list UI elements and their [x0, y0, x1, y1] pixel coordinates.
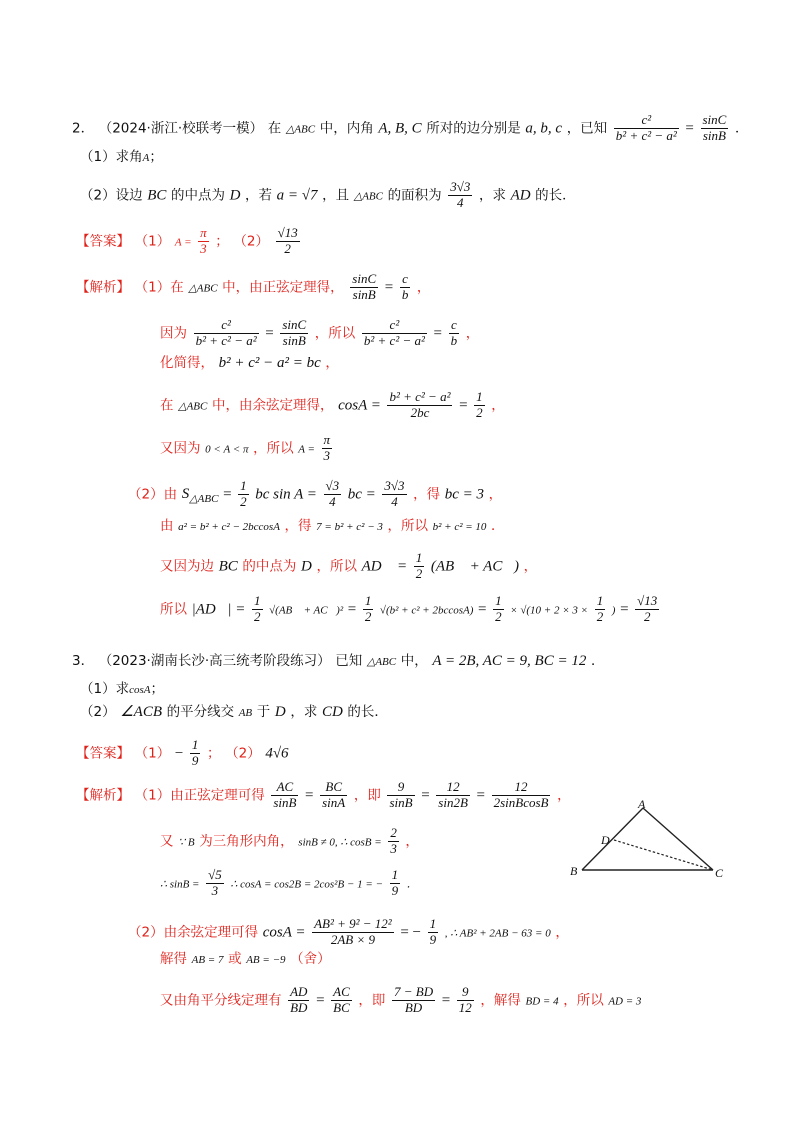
q2-solution-line-6: （2）由 $S_{\triangle ABC}$ = $\frac{1}{2}$ bc sin A = $\frac{√3}{4}$ bc = $\frac{3√3}{4}$ ，得 bc = 3 ，	[128, 478, 503, 509]
q3-part1: （1）求cosA；	[80, 681, 164, 697]
q2-part2: （2）设边 BC 的中点为 D ，若 a = √7 ，且 △ABC 的面积为 $\frac{3√3}{4}$ ，求 AD 的长．	[80, 179, 576, 210]
q2-source: （2024·浙江·校联考一模）	[98, 120, 264, 137]
q2-solution-line-7: 由 a² = b² + c² − 2bccosA ，得 7 = b² + c² − 3 ，所以 b² + c² = 10 ．	[160, 518, 505, 534]
answer-label: 【答案】	[76, 233, 130, 250]
analysis-label: 【解析】	[76, 787, 130, 804]
side-ac	[643, 808, 713, 870]
q2-given-fraction: $\frac{\text{c²}}{\text{b² + c² − a²}}$	[615, 112, 677, 143]
q3-answer: 【答案】 （1） − $\frac{1}{9}$ ； （2） 4√6	[76, 737, 289, 768]
bisector-cd	[614, 840, 713, 870]
q2-solution-line-4: 在 △ABC 中，由余弦定理得， cosA = $\frac{\text{b² + c² − a²}}{2bc}$ = $\frac{1}{2}$ ，	[160, 389, 505, 420]
q2-number: 2．	[72, 120, 95, 137]
q3-source: （2023·湖南长沙·高三统考阶段练习）	[98, 653, 331, 669]
q2-solution-line-1: 【解析】 （1）在 △ABC 中，由正弦定理得， $\frac{\sin C}{\sin B}$ = $\frac{c}{b}$ ，	[76, 271, 431, 302]
q2-solution-line-9: 所以 |AD⃗| = $\frac{1}{2}$ √(AB⃗ + AC⃗)² = $\frac{1}{2}$ √(b² + c² + 2bccosA) = $\frac{1}{2}$ × √(10 + 2 × 3 × $\frac{1}{2}$ ) = $\frac{√13}{2}$	[160, 593, 658, 624]
q3-solution-line-6: 又由角平分线定理有 $\frac{AD}{BD}$ = $\frac{AC}{BC}$ ，即 $\frac{7 - BD}{BD}$ = $\frac{9}{12}$ ，解得 BD = 4 ，所以 AD = 3	[160, 984, 642, 1015]
side-ab	[582, 808, 643, 870]
q2-solution-line-2: 因为 $\frac{\text{c²}}{\text{b² + c² − a²}}$ = $\frac{\sin C}{\sin B}$ ，所以 $\frac{\text{c²}}{\text{b² + c² − a²}}$ = $\frac{c}{b}$ ，	[160, 317, 480, 348]
vertex-c-label: C	[715, 866, 724, 880]
q3-number: 3．	[72, 653, 95, 669]
q3-solution-line-4: （2）由余弦定理可得 cosA = $\frac{\text{AB² + 9² − 12²}}{2AB \times 9}$ = − $\frac{1}{9}$ , ∴ AB² + 2AB − 63 = 0 ，	[128, 916, 569, 947]
q3-solution-line-5: 解得 AB = 7 或 AB = −9 （舍）	[160, 951, 331, 967]
q2-part1: （1）求角A；	[80, 149, 163, 165]
q3-solution-line-2: 又 ∵ B 为三角形内角， sinB ≠ 0, ∴ cosB = $\frac{2}{3}$ ，	[160, 825, 419, 856]
q3-solution-line-1: 【解析】 （1）由正弦定理可得 $\frac{AC}{\sin B}$ = $\frac{BC}{\sin A}$ ，即 $\frac{9}{\sin B}$ = $\frac{12}{\sin 2B}$ = $\frac{12}{\text{2sinBcosB}}$ ，	[76, 779, 571, 810]
answer-label: 【答案】	[76, 745, 130, 762]
q2-stem: 2． （2024·浙江·校联考一模） 在 △ABC 中，内角 A, B, C 所对的边分别是 a, b, c ，已知 $\frac{\text{c²}}{\text{b² + c² − a²}}$ = $\frac{\sin C}{\sin B}$ ．	[72, 112, 749, 143]
q2-answer: 【答案】 （1） A = $\frac{\pi}{3}$ ； （2） $\frac{√13}{2}$	[76, 225, 298, 256]
q2-solution-line-5: 又因为 0 < A < π ，所以 A = $\frac{\pi}{3}$	[160, 432, 331, 463]
q3-part2: （2） ∠ACB 的平分线交 AB 于 D ，求 CD 的长．	[80, 704, 388, 720]
triangle-figure	[565, 798, 735, 882]
q2-solution-line-8: 又因为边 BC 的中点为 D ，所以 AD⃗ = $\frac{1}{2}$ (AB⃗ + AC⃗) ，	[160, 550, 538, 581]
vertex-a-label: A	[638, 798, 646, 811]
q3-solution-line-3: ∴ sinB = $\frac{√5}{3}$ ∴ cosA = cos2B = 2cos²B − 1 = − $\frac{1}{9}$ ．	[160, 867, 418, 898]
q2-solution-line-3: 化简得， b² + c² − a² = bc ，	[160, 355, 339, 371]
q3-stem: 3． （2023·湖南长沙·高三统考阶段练习） 已知 △ABC 中， A = 2B, AC = 9, BC = 12 ．	[72, 653, 605, 669]
analysis-label: 【解析】	[76, 279, 130, 296]
point-d-label: D	[601, 833, 610, 847]
vertex-b-label: B	[570, 864, 578, 878]
